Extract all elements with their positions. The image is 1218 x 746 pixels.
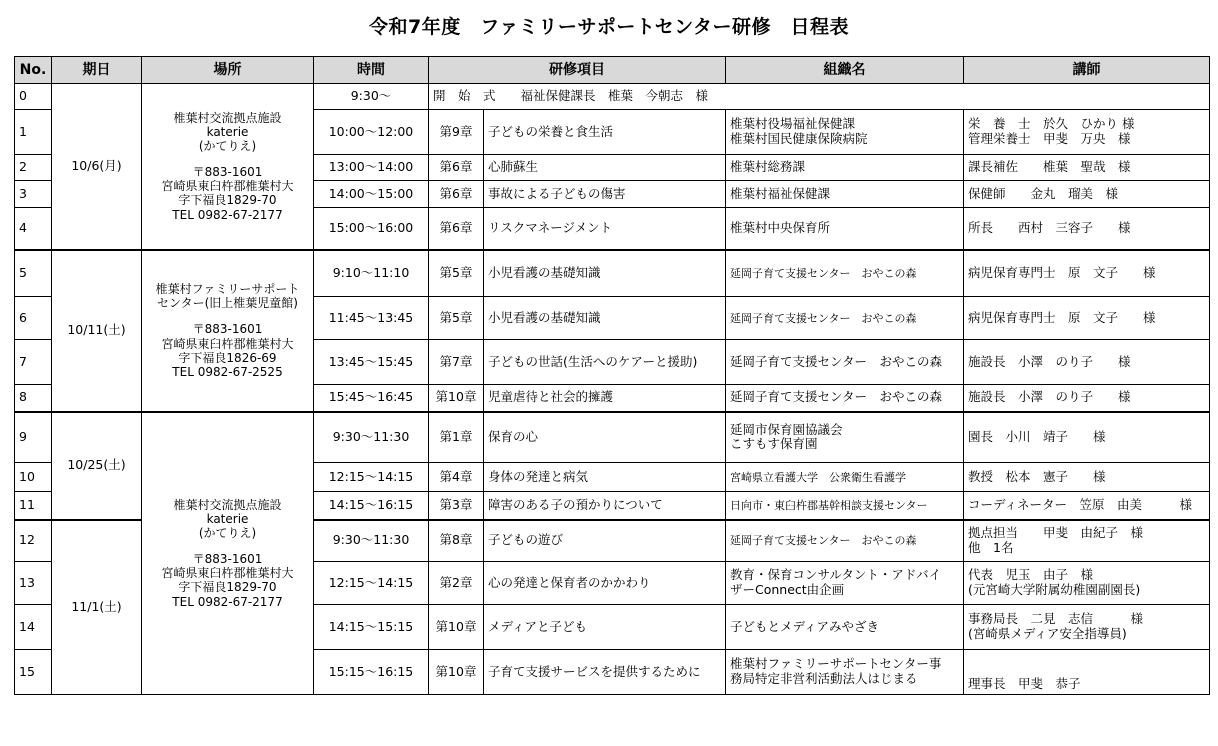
header-no: No.: [15, 57, 52, 84]
row-no: 1: [15, 110, 52, 155]
place-name: 椎葉村ファミリーサポート: [155, 282, 300, 297]
row-no: 3: [15, 181, 52, 208]
lecturer-line: 事務局長 二見 志信 様: [968, 611, 1144, 627]
chapter-cell: 第2章: [429, 562, 484, 605]
lecturer-line: 拠点担当 甲斐 由紀子 様: [968, 525, 1144, 540]
org-line: 椎葉村ファミリーサポートセンター事: [730, 656, 942, 672]
chapter-cell: 第6章: [429, 208, 484, 250]
lecturer-cell: 課長補佐 椎葉 聖哉 様: [964, 155, 1210, 181]
subject-cell: 小児看護の基礎知識: [484, 250, 726, 297]
date-cell: 10/25(土): [52, 412, 142, 520]
subject-cell: 心肺蘇生: [484, 155, 726, 181]
lecturer-cell: 教授 松本 憲子 様: [964, 463, 1210, 492]
time-cell: 15:45～16:45: [314, 385, 429, 412]
place-zip: 〒883-1601: [192, 165, 263, 180]
org-cell: [726, 463, 964, 492]
place-name: センター(旧上椎葉児童館): [157, 296, 298, 311]
table-row: [15, 412, 1210, 463]
chapter-cell: 第4章: [429, 463, 484, 492]
org-line: 延岡市保育園協議会: [730, 421, 843, 437]
place-tel: TEL 0982-67-2177: [172, 207, 283, 222]
time-cell: 15:00～16:00: [314, 208, 429, 250]
table-row: [15, 84, 1210, 110]
org-line: 務局特定非営利活動法人はじまる: [730, 671, 918, 686]
place-zip: 〒883-1601: [192, 552, 263, 567]
org-cell: [726, 650, 964, 695]
chapter-cell: 第10章: [429, 385, 484, 412]
place-address: 字下福良1829-70: [178, 193, 277, 208]
org-cell: 椎葉村中央保育所: [726, 208, 964, 250]
place-zip: 〒883-1601: [192, 322, 263, 337]
lecturer-cell: 園長 小川 靖子 様: [964, 412, 1210, 463]
place-cell: [142, 412, 314, 695]
org-line: 延岡子育て支援センター おやこの森: [730, 311, 917, 325]
opening-ceremony: [429, 84, 1210, 110]
header-time: 時間: [314, 57, 429, 84]
row-no: 8: [15, 385, 52, 412]
place-address: 宮崎県東臼杵郡椎葉村大: [161, 179, 294, 194]
lecturer-cell: コーディネーター 笠原 由美 様: [964, 492, 1210, 520]
chapter-cell: 第5章: [429, 297, 484, 340]
org-cell: 椎葉村福祉保健課: [726, 181, 964, 208]
lecturer-cell: [964, 605, 1210, 650]
lecturer-line: (宮崎県メディア安全指導員): [968, 626, 1127, 641]
row-no: 4: [15, 208, 52, 250]
subject-cell: 児童虐待と社会的擁護: [484, 385, 726, 412]
time-cell: 14:15～16:15: [314, 492, 429, 520]
header-place: 場所: [142, 57, 314, 84]
lecturer-line: 栄 養 士 於久 ひかり 様: [968, 116, 1135, 132]
place-kana: (かてりえ): [198, 526, 257, 541]
date-cell: 11/1(土): [52, 520, 142, 695]
chapter-cell: 第6章: [429, 181, 484, 208]
org-cell: [726, 520, 964, 562]
lecturer-cell: 施設長 小澤 のり子 様: [964, 385, 1210, 412]
time-cell: 12:15～14:15: [314, 463, 429, 492]
lecturer-cell: 病児保育専門士 原 文子 様: [964, 250, 1210, 297]
row-no: 15: [15, 650, 52, 695]
org-cell: [726, 297, 964, 340]
org-cell: 延岡子育て支援センター おやこの森: [726, 340, 964, 385]
row-no: 13: [15, 562, 52, 605]
subject-cell: 障害のある子の預かりについて: [484, 492, 726, 520]
time-cell: 14:15～15:15: [314, 605, 429, 650]
lecturer-cell: 理事長 甲斐 恭子: [964, 650, 1210, 695]
org-line: 日向市・東臼杵郡基幹相談支援センター: [730, 498, 928, 512]
org-line: 教育・保育コンサルタント・アドバイ: [730, 567, 942, 583]
place-address: 宮崎県東臼杵郡椎葉村大: [161, 566, 294, 581]
subject-cell: 小児看護の基礎知識: [484, 297, 726, 340]
lecturer-cell: [964, 562, 1210, 605]
org-line: 延岡子育て支援センター おやこの森: [730, 534, 917, 548]
lecturer-cell: 保健師 金丸 瑠美 様: [964, 181, 1210, 208]
chapter-cell: 第5章: [429, 250, 484, 297]
place-name: 椎葉村交流拠点施設: [173, 110, 282, 125]
subject-cell: 子どもの遊び: [484, 520, 726, 562]
place-name: 椎葉村交流拠点施設: [173, 497, 282, 512]
row-no: 11: [15, 492, 52, 520]
header-date: 期日: [52, 57, 142, 84]
time-cell: 14:00～15:00: [314, 181, 429, 208]
org-line: こすもす保育園: [730, 436, 818, 452]
time-cell: 15:15～16:15: [314, 650, 429, 695]
org-cell: 子どもとメディアみやざき: [726, 605, 964, 650]
org-line: 延岡子育て支援センター おやこの森: [730, 266, 917, 280]
lecturer-cell: 病児保育専門士 原 文子 様: [964, 297, 1210, 340]
time-cell: 12:15～14:15: [314, 562, 429, 605]
row-no: 5: [15, 250, 52, 297]
place-kana: (かてりえ): [198, 139, 257, 154]
time-cell: 10:00～12:00: [314, 110, 429, 155]
chapter-cell: 第10章: [429, 605, 484, 650]
header-org: 組織名: [726, 57, 964, 84]
header-row: [15, 57, 1210, 84]
chapter-cell: 第1章: [429, 412, 484, 463]
time-cell: 11:45～13:45: [314, 297, 429, 340]
opening-text: 開 始 式 福祉保健課長 椎葉 今朝志 様: [433, 88, 709, 104]
subject-cell: 身体の発達と病気: [484, 463, 726, 492]
org-cell: [726, 250, 964, 297]
org-line: ザーConnect由企画: [730, 582, 845, 597]
place-address: 宮崎県東臼杵郡椎葉村大: [161, 336, 294, 351]
time-cell: 9:30～: [314, 84, 429, 110]
row-no: 14: [15, 605, 52, 650]
chapter-cell: 第9章: [429, 110, 484, 155]
row-no: 9: [15, 412, 52, 463]
row-no: 10: [15, 463, 52, 492]
place-sub: katerie: [206, 124, 249, 139]
place-sub: katerie: [206, 511, 249, 526]
lecturer-line: 管理栄養士 甲斐 万央 様: [968, 131, 1131, 146]
row-no: 7: [15, 340, 52, 385]
place-tel: TEL 0982-67-2177: [172, 594, 283, 609]
row-no: 2: [15, 155, 52, 181]
place-address: 字下福良1829-70: [178, 580, 277, 595]
org-cell: [726, 412, 964, 463]
chapter-cell: 第3章: [429, 492, 484, 520]
chapter-cell: 第8章: [429, 520, 484, 562]
time-cell: 13:00～14:00: [314, 155, 429, 181]
lecturer-cell: [964, 110, 1210, 155]
place-cell: [142, 250, 314, 412]
org-cell: 椎葉村総務課: [726, 155, 964, 181]
chapter-cell: 第10章: [429, 650, 484, 695]
lecturer-cell: [964, 520, 1210, 562]
time-cell: 9:30～11:30: [314, 520, 429, 562]
subject-cell: 保育の心: [484, 412, 726, 463]
place-address: 字下福良1826-69: [178, 350, 277, 365]
row-no: 6: [15, 297, 52, 340]
row-no: 0: [15, 84, 52, 110]
subject-cell: メディアと子ども: [484, 605, 726, 650]
schedule-table: [14, 56, 1210, 695]
subject-cell: リスクマネージメント: [484, 208, 726, 250]
chapter-cell: 第7章: [429, 340, 484, 385]
lecturer-cell: 施設長 小澤 のり子 様: [964, 340, 1210, 385]
header-lecturer: 講師: [964, 57, 1210, 84]
place-tel: TEL 0982-67-2525: [172, 364, 283, 379]
lecturer-line: 代表 児玉 由子 様: [968, 567, 1094, 583]
chapter-cell: 第6章: [429, 155, 484, 181]
place-cell: [142, 84, 314, 250]
org-cell: [726, 110, 964, 155]
row-no: 12: [15, 520, 52, 562]
subject-cell: 子育て支援サービスを提供するために: [484, 650, 726, 695]
date-cell: 10/11(土): [52, 250, 142, 412]
org-cell: [726, 562, 964, 605]
org-cell: 延岡子育て支援センター おやこの森: [726, 385, 964, 412]
table-row: [15, 250, 1210, 297]
org-line: 椎葉村役場福祉保健課: [730, 116, 856, 132]
org-line: 宮崎県立看護大学 公衆衛生看護学: [730, 470, 906, 484]
page-title: 令和7年度 ファミリーサポートセンター研修 日程表: [368, 16, 849, 38]
date-cell: 10/6(月): [52, 84, 142, 250]
time-cell: 9:10～11:10: [314, 250, 429, 297]
subject-cell: 子どもの世話(生活へのケアーと援助): [484, 340, 726, 385]
subject-cell: 子どもの栄養と食生活: [484, 110, 726, 155]
header-subject: 研修項目: [429, 57, 726, 84]
lecturer-line: 他 1名: [968, 539, 1014, 555]
lecturer-cell: 所長 西村 三容子 様: [964, 208, 1210, 250]
subject-cell: 事故による子どもの傷害: [484, 181, 726, 208]
time-cell: 9:30～11:30: [314, 412, 429, 463]
org-cell: [726, 492, 964, 520]
lecturer-line: (元宮崎大学附属幼稚園副園長): [968, 582, 1141, 597]
subject-cell: 心の発達と保育者のかかわり: [484, 562, 726, 605]
time-cell: 13:45～15:45: [314, 340, 429, 385]
org-line: 椎葉村国民健康保険病院: [730, 131, 868, 146]
